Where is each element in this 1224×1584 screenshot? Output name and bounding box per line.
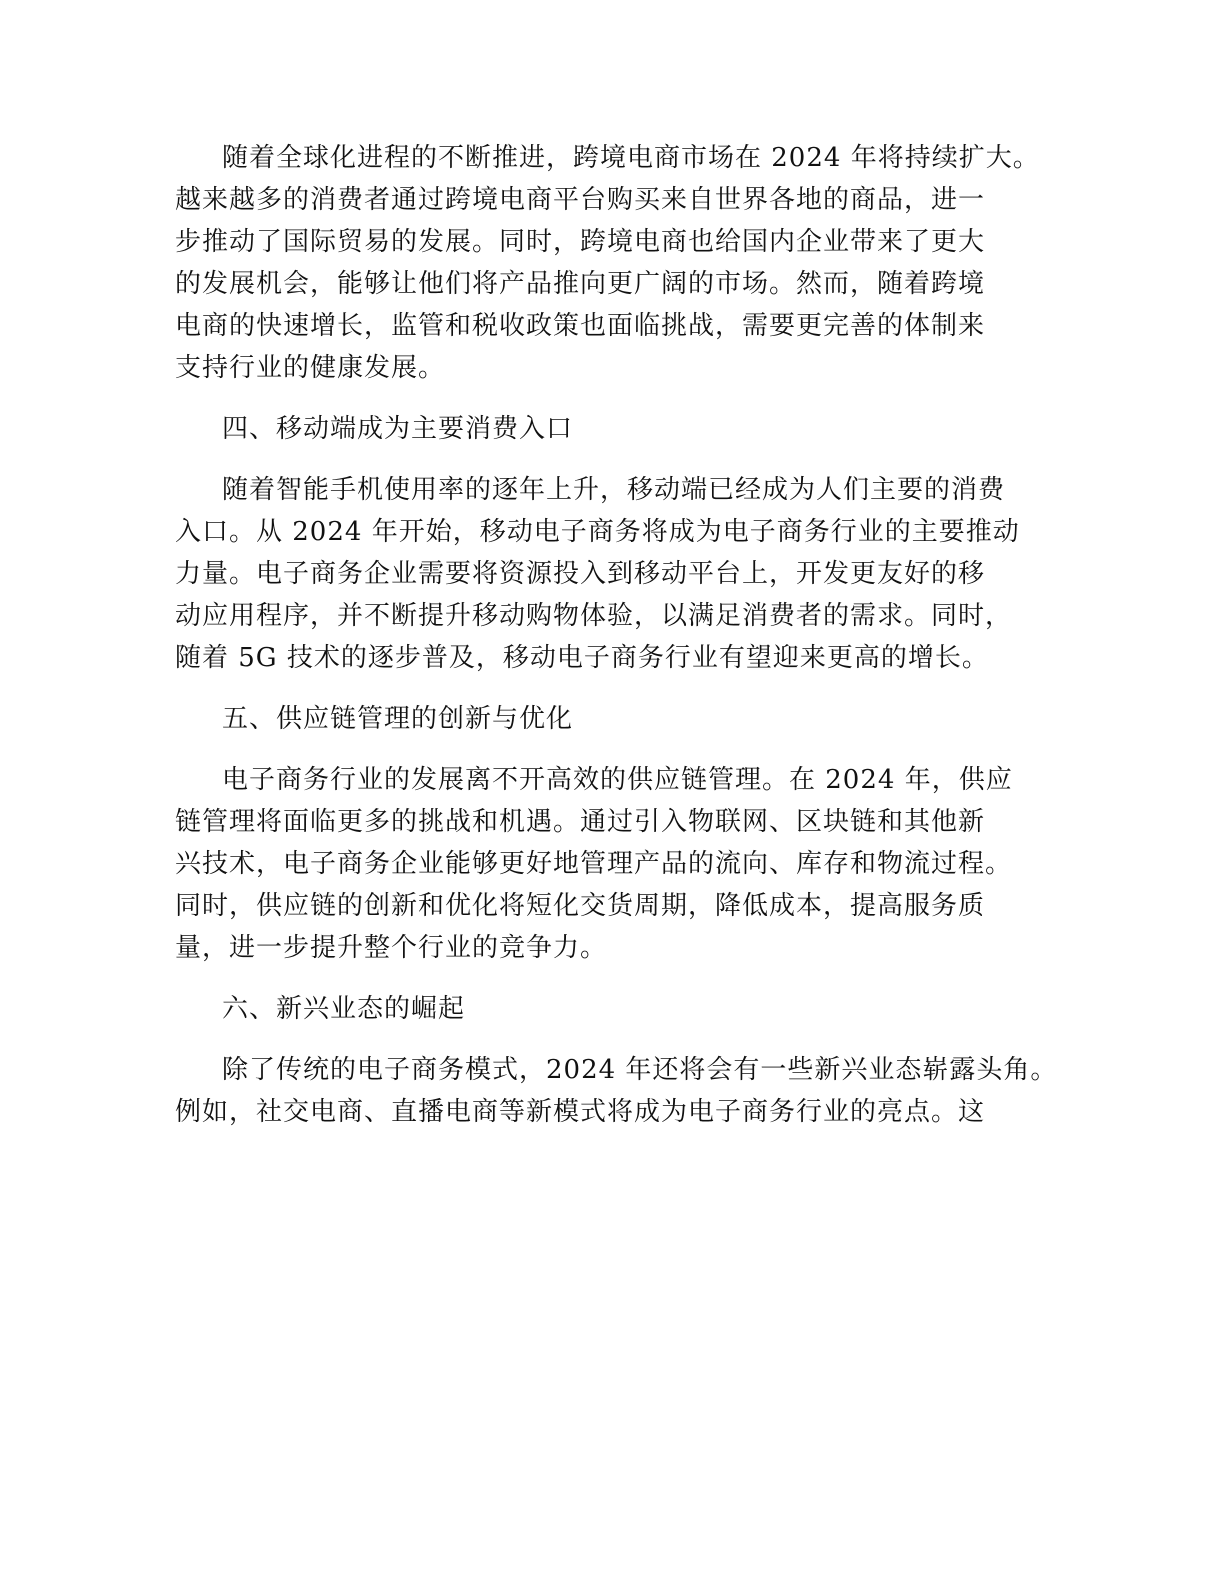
section-heading-6: [175, 988, 1055, 1030]
paragraph-line: 兴技术，电子商务企业能够更好地管理产品的流向、库存和物流过程。: [175, 849, 1013, 879]
section-heading-5: [175, 698, 1055, 740]
paragraph-line: 随着 5G 技术的逐步普及，移动电子商务行业有望迎来更高的增长。: [175, 643, 989, 673]
paragraph-line: 同时，供应链的创新和优化将短化交货周期，降低成本，提高服务质: [175, 891, 986, 921]
section-heading-4: [175, 408, 1055, 450]
paragraph-line: 步推动了国际贸易的发展。同时，跨境电商也给国内企业带来了更大: [175, 227, 986, 257]
heading-text: 五、供应链管理的创新与优化: [222, 704, 574, 734]
paragraph-line: 例如，社交电商、直播电商等新模式将成为电子商务行业的亮点。这: [175, 1097, 986, 1127]
paragraph-line: 电商的快速增长，监管和税收政策也面临挑战，需要更完善的体制来: [175, 311, 986, 341]
paragraph-line: 链管理将面临更多的挑战和机遇。通过引入物联网、区块链和其他新: [175, 807, 986, 837]
document-page: [175, 137, 1058, 1152]
paragraph-line: 除了传统的电子商务模式，2024 年还将会有一些新兴业态崭露头角。: [222, 1055, 1058, 1085]
paragraph-line: 力量。电子商务企业需要将资源投入到移动平台上，开发更友好的移: [175, 559, 986, 589]
paragraph-new-business: [175, 1049, 1058, 1133]
paragraph-line: 动应用程序，并不断提升移动购物体验，以满足消费者的需求。同时，: [175, 601, 1013, 631]
paragraph-cross-border: [175, 137, 1055, 389]
paragraph-line: 支持行业的健康发展。: [175, 353, 446, 383]
paragraph-line: 随着智能手机使用率的逐年上升，移动端已经成为人们主要的消费: [222, 475, 1006, 505]
heading-text: 六、新兴业态的崛起: [222, 994, 466, 1024]
paragraph-line: 量，进一步提升整个行业的竞争力。: [175, 933, 608, 963]
paragraph-supply-chain: [175, 759, 1055, 969]
paragraph-line: 入口。从 2024 年开始，移动电子商务将成为电子商务行业的主要推动: [175, 517, 1020, 547]
paragraph-line: 越来越多的消费者通过跨境电商平台购买来自世界各地的商品，进一: [175, 185, 986, 215]
paragraph-line: 电子商务行业的发展离不开高效的供应链管理。在 2024 年，供应: [222, 765, 1013, 795]
paragraph-mobile: [175, 469, 1055, 679]
heading-text: 四、移动端成为主要消费入口: [222, 414, 574, 444]
paragraph-line: 的发展机会，能够让他们将产品推向更广阔的市场。然而，随着跨境: [175, 269, 986, 299]
paragraph-line: 随着全球化进程的不断推进，跨境电商市场在 2024 年将持续扩大。: [222, 143, 1040, 173]
